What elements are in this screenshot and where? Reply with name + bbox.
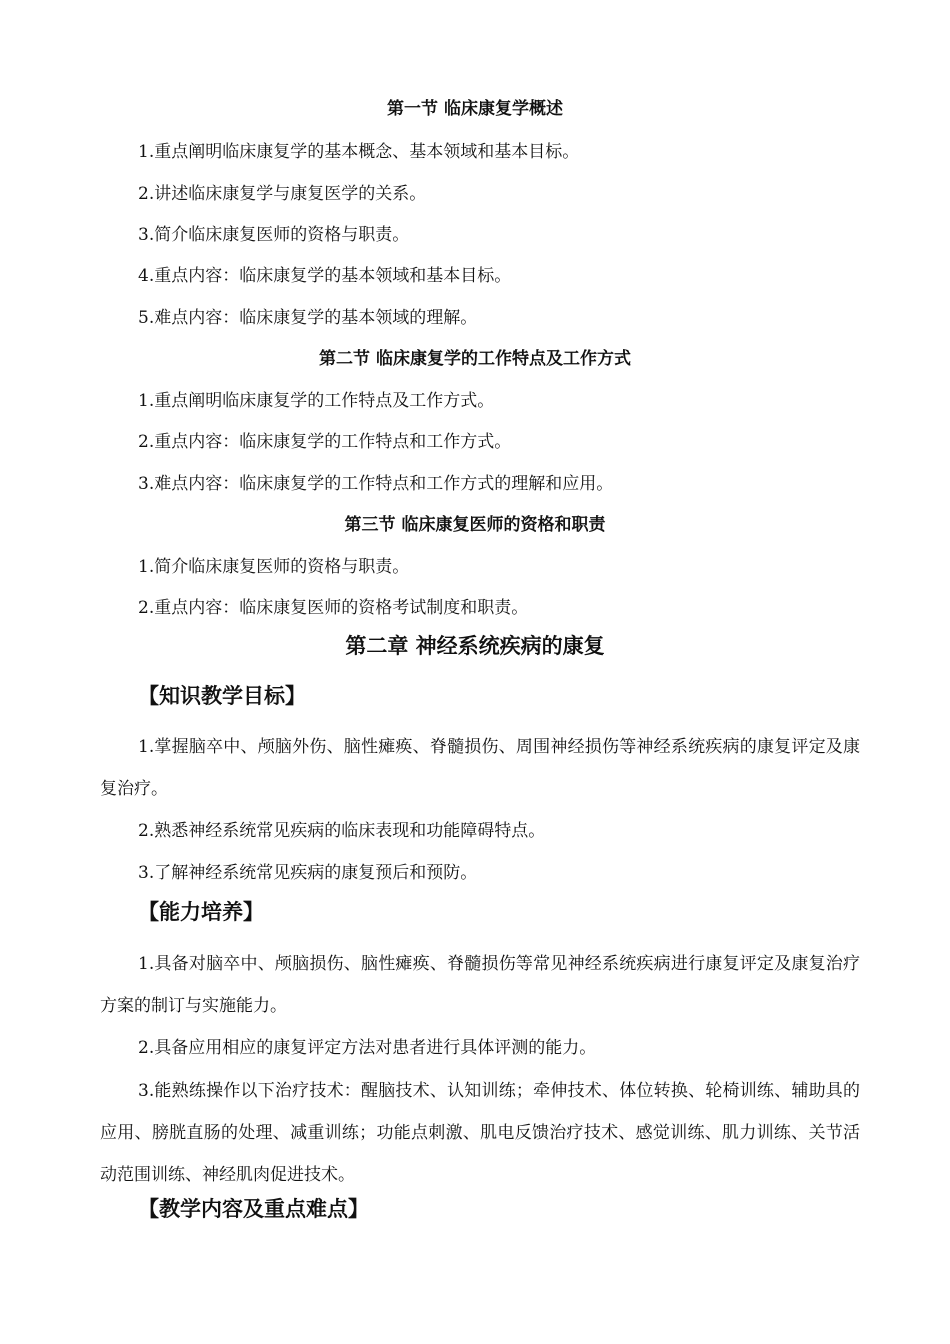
section-1-item: 2.讲述临床康复学与康复医学的关系。 [138,184,427,204]
ability-training-heading: 【能力培养】 [138,900,264,924]
section-2-title: 第二节 临床康复学的工作特点及工作方式 [319,349,631,369]
section-2-item: 1.重点阐明临床康复学的工作特点及工作方式。 [138,391,495,411]
section-2-item: 3.难点内容：临床康复学的工作特点和工作方式的理解和应用。 [138,474,614,494]
section-3-item: 2.重点内容：临床康复医师的资格考试制度和职责。 [138,598,529,618]
knowledge-objectives-heading: 【知识教学目标】 [138,684,306,708]
section-1-title: 第一节 临床康复学概述 [387,99,563,119]
section-1-item: 1.重点阐明临床康复学的基本概念、基本领域和基本目标。 [138,142,580,162]
knowledge-objective-item: 3.了解神经系统常见疾病的康复预后和预防。 [138,863,478,883]
chapter-2-title: 第二章 神经系统疾病的康复 [345,634,605,658]
ability-training-item: 3.能熟练操作以下治疗技术：醒脑技术、认知训练；牵伸技术、体位转换、轮椅训练、辅助具的应用、膀胱直肠的处理、减重训练；功能点刺激、肌电反馈治疗技术、感觉训练、肌力训练、关节活动范围训练、神经肌肉促进技术。 [100,1081,860,1185]
knowledge-objective-item: 2.熟悉神经系统常见疾病的临床表现和功能障碍特点。 [138,821,546,841]
section-1-item: 3.简介临床康复医师的资格与职责。 [138,225,410,245]
section-2-item: 2.重点内容：临床康复学的工作特点和工作方式。 [138,432,512,452]
knowledge-objective-item: 1.掌握脑卒中、颅脑外伤、脑性瘫痪、脊髓损伤、周围神经损伤等神经系统疾病的康复评定及康复治疗。 [100,737,860,799]
section-3-title: 第三节 临床康复医师的资格和职责 [344,515,606,535]
section-3-item: 1.简介临床康复医师的资格与职责。 [138,557,410,577]
section-1-item: 4.重点内容：临床康复学的基本领域和基本目标。 [138,266,512,286]
teaching-content-heading: 【教学内容及重点难点】 [138,1197,369,1221]
ability-training-item: 2.具备应用相应的康复评定方法对患者进行具体评测的能力。 [138,1038,597,1058]
ability-training-item: 1.具备对脑卒中、颅脑损伤、脑性瘫痪、脊髓损伤等常见神经系统疾病进行康复评定及康复治疗方案的制订与实施能力。 [100,954,860,1016]
section-1-item: 5.难点内容：临床康复学的基本领域的理解。 [138,308,478,328]
